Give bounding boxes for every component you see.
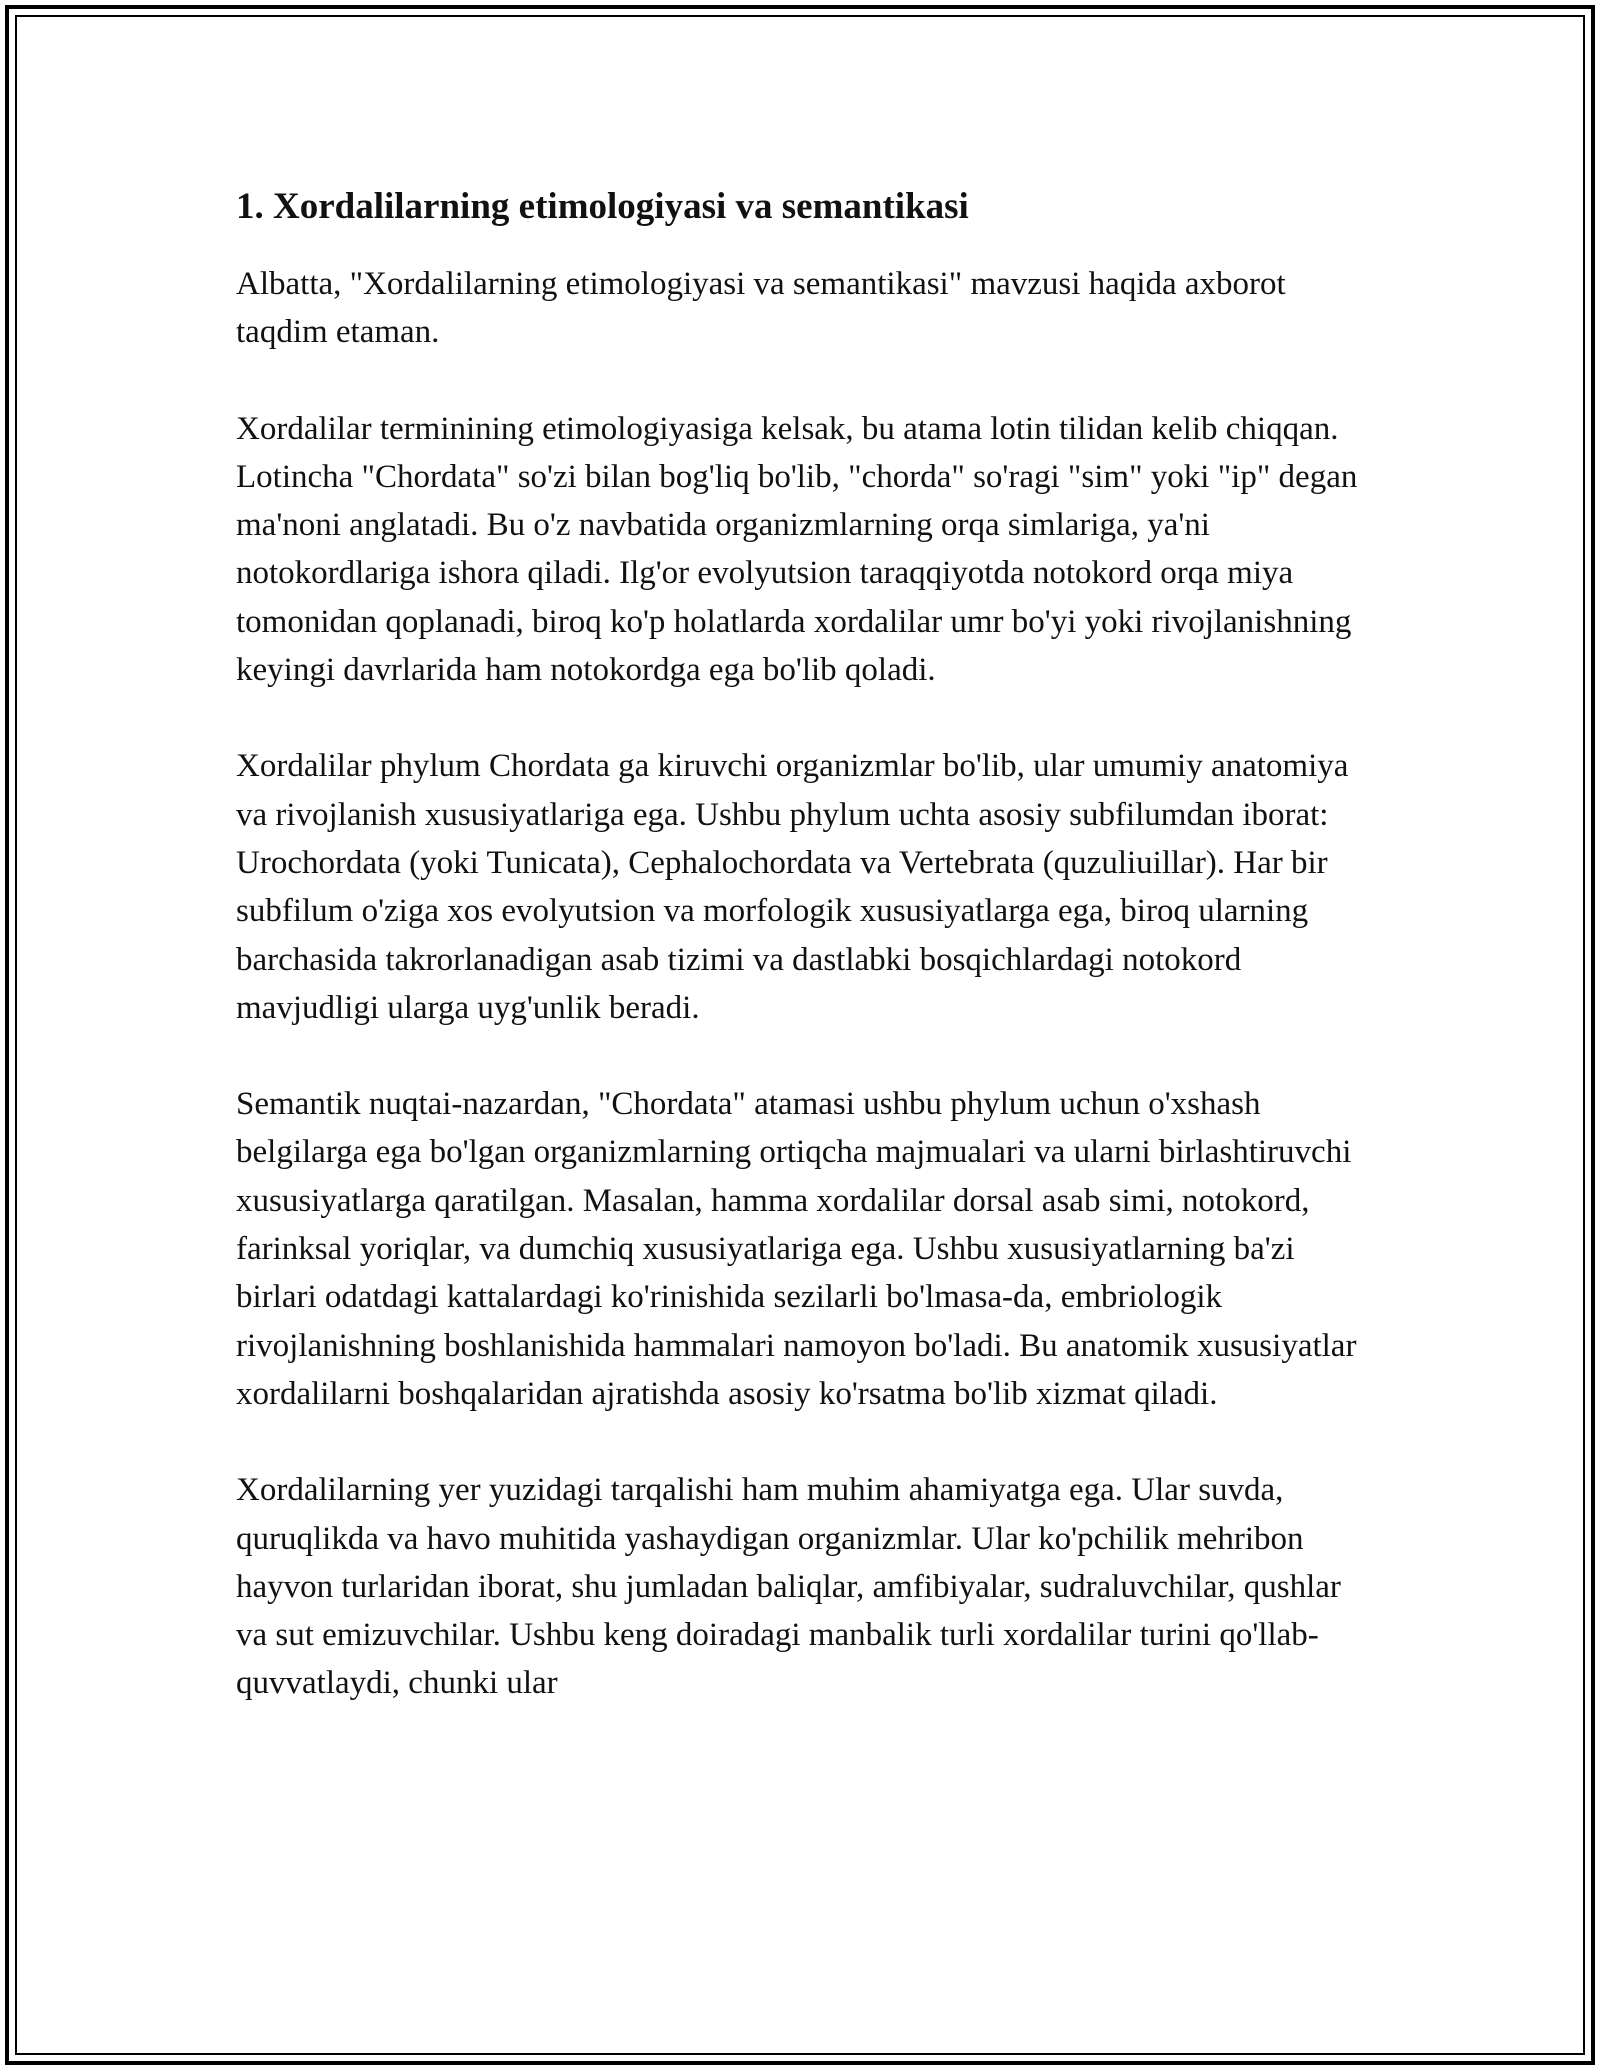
paragraph-semantics: Semantik nuqtai-nazardan, "Chordata" atamasi ushbu phylum uchun o'xshash belgilarga ega bo'lgan organizmlarning ortiqcha majmualari va ularni birlashtiruvchi xususiyatlarga qaratilgan. Masalan, hamma xordalilar dorsal asab simi, notokord, farinksal yoriqlar, va dumchiq xususiyatlariga ega. Ushbu xususiyatlarning ba'zi birlari odatdagi kattalardagi ko'rinishida sezilarli bo'lmasa-da, embriologik rivojlanishning boshlanishida hammalari namoyon bo'ladi. Bu anatomik xususiyatlar xordalilarni boshqalaridan ajratishda asosiy ko'rsatma bo'lib xizmat qiladi. <box>236 1086 1357 1412</box>
document-body <box>236 182 1364 1756</box>
section-heading: 1. Xordalilarning etimologiyasi va semantikasi <box>236 186 969 227</box>
paragraph-intro: Albatta, "Xordalilarning etimologiyasi va semantikasi" mavzusi haqida axborot taqdim etaman. <box>236 266 1286 351</box>
paragraph-distribution: Xordalilarning yer yuzidagi tarqalishi ham muhim ahamiyatga ega. Ular suvda, quruqlikda va havo muhitida yashaydigan organizmlar. Ular ko'pchilik mehribon hayvon turlaridan iborat, shu jumladan baliqlar, amfibiyalar, sudraluvchilar, qushlar va sut emizuvchilar. Ushbu keng doiradagi manbalik turli xordalilar turini qo'llab-quvvatlaydi, chunki ular <box>236 1472 1341 1702</box>
paragraph-phylum: Xordalilar phylum Chordata ga kiruvchi organizmlar bo'lib, ular umumiy anatomiya va rivojlanish xususiyatlariga ega. Ushbu phylum uchta asosiy subfilumdan iborat: Urochordata (yoki Tunicata), Cephalochordata va Vertebrata (quzuliuillar). Har bir subfilum o'ziga xos evolyutsion va morfologik xususiyatlarga ega, biroq ularning barchasida takrorlanadigan asab tizimi va dastlabki bosqichlardagi notokord mavjudligi ularga uyg'unlik beradi. <box>236 748 1349 1026</box>
paragraph-etymology: Xordalilar terminining etimologiyasiga kelsak, bu atama lotin tilidan kelib chiqqan. Lotincha "Chordata" so'zi bilan bog'liq bo'lib, "chorda" so'ragi "sim" yoki "ip" degan ma'noni anglatadi. Bu o'z navbatida organizmlarning orqa simlariga, ya'ni notokordlariga ishora qiladi. Ilg'or evolyutsion taraqqiyotda notokord orqa miya tomonidan qoplanadi, biroq ko'p holatlarda xordalilar umr bo'yi yoki rivojlanishning keyingi davrlarida ham notokordga ega bo'lib qoladi. <box>236 410 1358 689</box>
